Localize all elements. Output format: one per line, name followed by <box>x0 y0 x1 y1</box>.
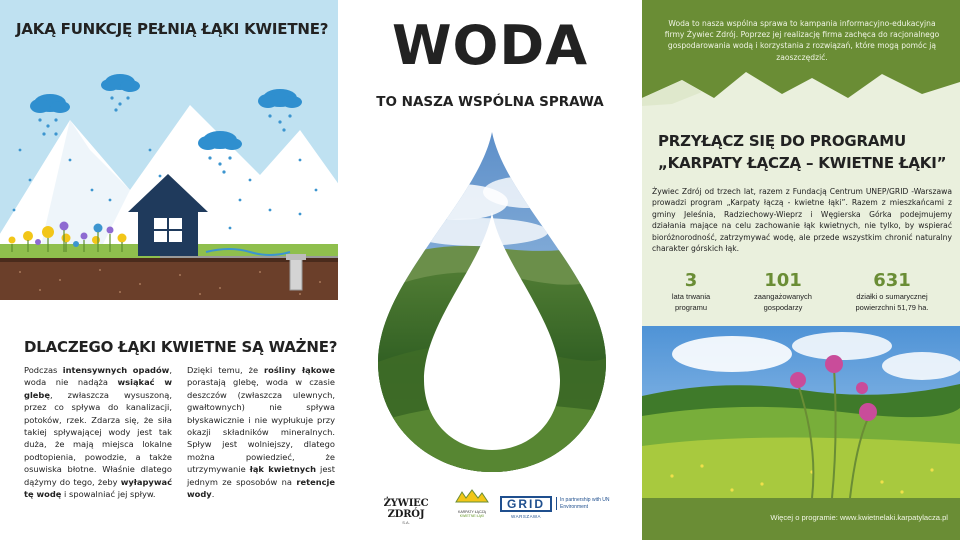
text-column-2: Dzięki temu, że rośliny łąkowe porastają glebę, woda w czasie deszczów (zwłaszcza ulewnych, gwałtownych) nie spływa błyskawicznie i nie wypłukuje przy okazji składników mineralnych. Spływ jest wolniejszy, dlatego można powiedzieć, że utrzymywanie łąk kwietnych jest jednym ze sposobów na retencje wody. <box>187 365 335 500</box>
meadow-photo <box>642 326 960 498</box>
program-name-heading: „KARPATY ŁĄCZĄ – KWIETNE ŁĄKI” <box>658 154 947 172</box>
right-panel <box>642 0 960 540</box>
water-drop-forest-image <box>378 132 606 472</box>
stat-farmers: 101 zaangażowanych gospodarzy <box>754 270 812 312</box>
zywiec-zdroj-logo: ŻYWIEC ZDRÓJ S.A. <box>383 498 429 525</box>
campaign-intro: Woda to nasza wspólna sprawa to kampania informacyjno-edukacyjna firmy Żywiec Zdrój. Poprzez jej realizację firma zachęca do racjonalnego gospodarowania wodą i korzystania z rozwiązań, które mogą pomóc ją zaoszczędzić. <box>664 19 940 62</box>
stat-years: 3 lata trwania programu <box>671 270 711 312</box>
program-description: Żywiec Zdrój od trzech lat, razem z Fundacją Centrum UNEP/GRID -Warszawa prowadzi program „Karpaty łączą - kwietne łąki”. Razem z mieszkańcami z gminy Jeleśnia, Radziechowy-Wieprz i Węgierska Górka podejmujemy działania mające na celu zachowanie łąk kwietnych, nie tylko, by wspierać bioróżnorodność, zatrzymywać wodę, ale przede wszystkim chronić naturalny charakter górskich łąk. <box>652 187 952 254</box>
meadow-illustration <box>0 0 338 300</box>
grid-warszawa-logo: GRID WARSZAWA In partnership with UN Environment <box>500 488 610 524</box>
stat-plots: 631 działki o sumarycznej powierzchni 51,79 ha. <box>855 270 929 312</box>
partner-logos <box>338 488 642 528</box>
middle-panel <box>338 0 642 540</box>
left-title: JAKĄ FUNKCJĘ PEŁNIĄ ŁĄKI KWIETNE? <box>16 20 329 38</box>
main-title: WODA <box>391 14 589 77</box>
why-meadows-heading: DLACZEGO ŁĄKI KWIETNE SĄ WAŻNE? <box>24 338 338 356</box>
text-column-1: Podczas intensywnych opadów, woda nie nadąża wsiąkać w glebę, zwłaszcza wysuszoną, przez co spływa do kanalizacji, potoków, rzek. Zdarza się, że siła takiej spływającej wody jest tak duża, że mają miejsca lokalne podtopienia, powodzie, a także osuwiska błotne. Właśnie dlatego dążymy do tego, żeby wyłapywać tę wodę i spowalniać jej spływ. <box>24 365 172 500</box>
program-heading: PRZYŁĄCZ SIĘ DO PROGRAMU <box>658 132 906 150</box>
more-info-link[interactable]: Więcej o programie: www.kwietnelaki.karpatylacza.pl <box>770 513 948 522</box>
left-panel <box>0 0 338 540</box>
karpaty-lacza-logo: KARPATY ŁĄCZĄ KWIETNE ŁĄKI <box>454 488 490 524</box>
mountain-divider <box>642 64 960 124</box>
mountains-logo-icon <box>454 488 490 504</box>
footer-banner <box>642 498 960 540</box>
main-subtitle: TO NASZA WSPÓLNA SPRAWA <box>376 94 604 110</box>
